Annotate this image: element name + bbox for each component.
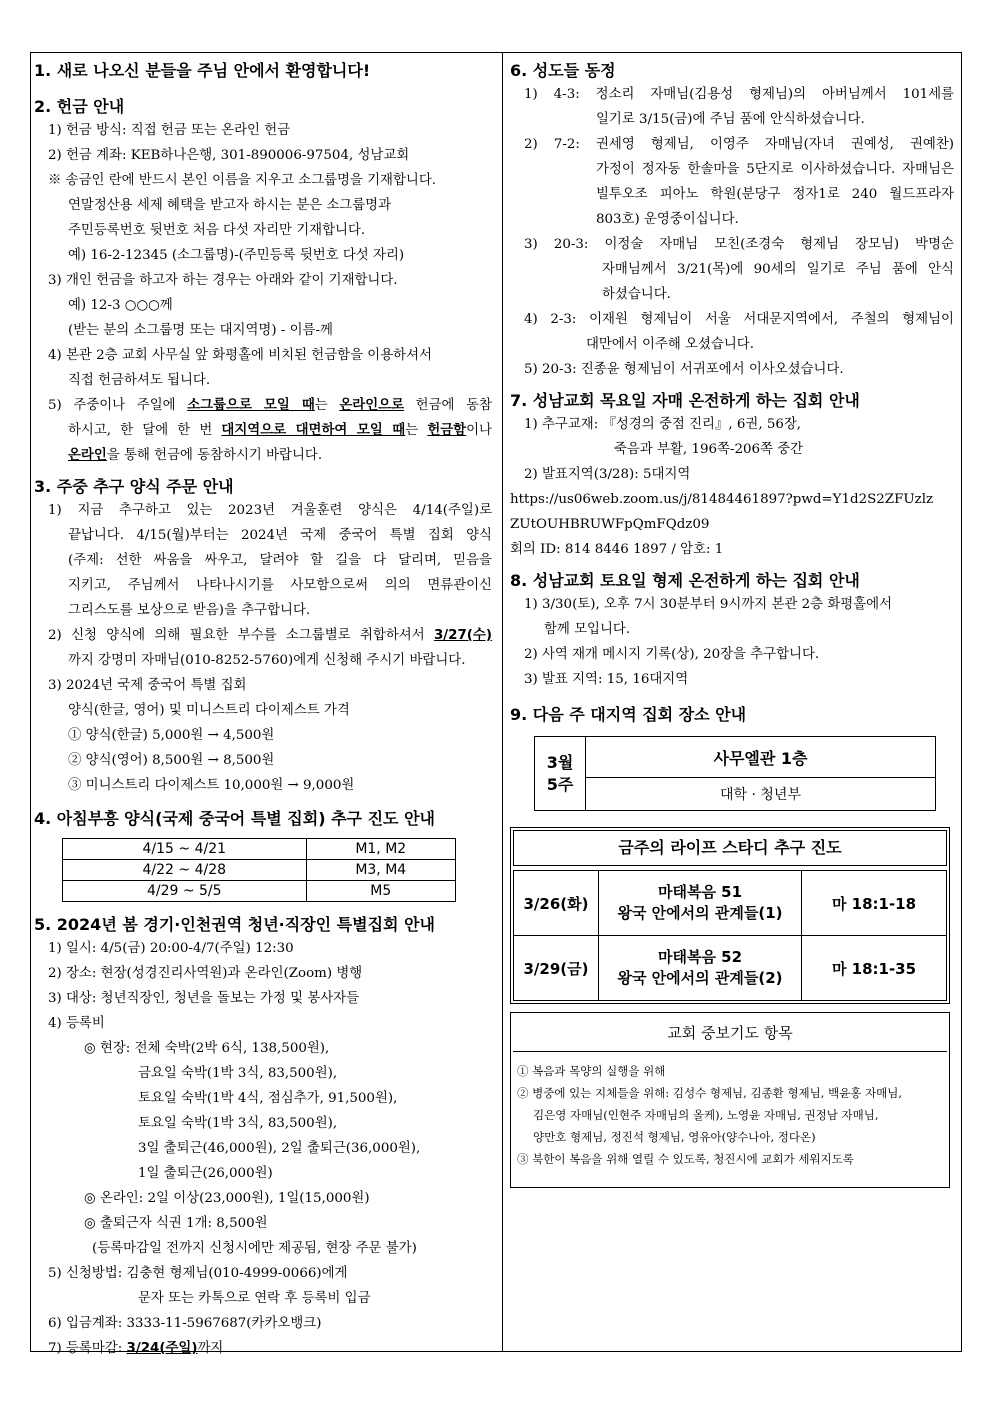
study-date: 3/26(화) xyxy=(514,871,599,936)
news-line: 가정이 정자동 한솔마을 5단지로 이사하셨습니다. 자매님은 xyxy=(596,162,954,177)
order-line: 끝납니다. 4/15(월)부터는 2024년 국제 중국어 특별 집회 양식 xyxy=(68,528,492,543)
life-study-table xyxy=(513,870,947,1001)
section-9 xyxy=(510,704,954,811)
study-book: 마태복음 51 xyxy=(657,883,743,901)
offering-online-note: 5) 주중이나 주일에 소그룹으로 모일 때는 온라인으로 헌금에 동참 xyxy=(48,398,492,413)
section-1-title: 1. 새로 나오신 분들을 주님 안에서 환영합니다! xyxy=(34,61,371,80)
order-deadline: 2) 신청 양식에 의해 필요한 부수를 소그룹별로 취합하셔서 3/27(수) xyxy=(48,628,492,643)
section-5-title: 5. 2024년 봄 경기·인천권역 청년·직장인 특별집회 안내 xyxy=(34,915,435,934)
prayer-title: 교회 중보기도 항목 xyxy=(513,1015,947,1052)
section-9-title: 9. 다음 주 대지역 집회 장소 안내 xyxy=(510,705,747,724)
order-line: 그리스도를 보상으로 받음)을 추구합니다. xyxy=(68,603,311,618)
news-line: 803호) 운영중이십니다. xyxy=(596,212,739,227)
price-item: ③ 미니스트리 다이제스트 10,000원 → 9,000원 xyxy=(68,778,355,793)
fee-line: ◎ 현장: 전체 숙박(2박 6식, 138,500원), xyxy=(84,1041,330,1056)
table-cell: 4/29 ~ 5/5 xyxy=(63,881,307,902)
week-month: 3월 xyxy=(546,752,574,772)
offering-note-line: 연말정산용 세제 혜택을 받고자 하시는 분은 소그룹명과 xyxy=(68,198,392,213)
personal-offering-format: (받는 분의 소그룹명 또는 대지역명) - 이름-께 xyxy=(68,323,333,338)
section-4 xyxy=(34,808,492,902)
prayer-item: 김은영 자매님(인현주 자매님의 올케), 노영윤 자매님, 권정남 자매님, xyxy=(533,1108,879,1122)
table-cell: M5 xyxy=(306,881,455,902)
life-study-box xyxy=(510,827,950,1004)
table-row xyxy=(535,737,936,778)
conf-apply: 5) 신청방법: 김충현 형제님(010-4999-0066)에게 xyxy=(48,1266,348,1281)
news-line: 1) 4-3: 정소리 자매님(김용성 형제님)의 아버님께서 101세를 xyxy=(524,87,954,102)
section-4-title: 4. 아침부흥 양식(국제 중국어 특별 집회) 추구 진도 안내 xyxy=(34,809,435,828)
right-column xyxy=(510,58,954,1188)
table-cell: 4/15 ~ 4/21 xyxy=(63,839,307,860)
price-heading: 3) 2024년 국제 중국어 특별 집회 xyxy=(48,678,247,693)
fee-line: 토요일 숙박(1박 4식, 점심추가, 91,500원), xyxy=(138,1091,398,1106)
zoom-link[interactable]: https://us06web.zoom.us/j/81484461897?pwd=Y1d2S2ZFUzlz xyxy=(510,492,934,507)
conf-deadline: 7) 등록마감: 3/24(주일)까지 xyxy=(48,1341,224,1356)
offering-note: ※ 송금인 란에 반드시 본인 이름을 지우고 소그룹명을 기재합니다. xyxy=(48,173,437,188)
section-8 xyxy=(510,570,954,692)
news-line: 5) 20-3: 진종윤 형제님이 서귀포에서 이사오셨습니다. xyxy=(524,362,844,377)
conf-account: 6) 입금계좌: 3333-11-5967687(카카오뱅크) xyxy=(48,1316,322,1331)
offering-box: 4) 본관 2층 교회 사무실 앞 화평홀에 비치된 헌금함을 이용하셔서 xyxy=(48,348,432,363)
left-column xyxy=(34,58,492,1361)
prayer-item: 양만호 형제님, 정진석 형제님, 영유아(양수나아, 정다온) xyxy=(533,1130,816,1144)
table-cell: 4/22 ~ 4/28 xyxy=(63,860,307,881)
table-cell: M3, M4 xyxy=(306,860,455,881)
study-title-cell xyxy=(599,936,802,1001)
zoom-link[interactable]: ZUtOUHBRUWFpQmFQdz09 xyxy=(510,517,710,532)
prayer-item: ① 복음과 목양의 실행을 위해 xyxy=(517,1064,666,1078)
fee-line: (등록마감일 전까지 신청시에만 제공됨, 현장 주문 불가) xyxy=(92,1241,417,1256)
section-1 xyxy=(34,60,492,82)
offering-method: 1) 헌금 방식: 직접 헌금 또는 온라인 헌금 xyxy=(48,123,291,138)
section-5 xyxy=(34,914,492,1361)
personal-offering-example: 예) 12-3 ○○○께 xyxy=(68,298,173,313)
section-3-title: 3. 주중 추구 양식 주문 안내 xyxy=(34,477,234,496)
fee-line: ◎ 출퇴근자 식권 1개: 8,500원 xyxy=(84,1216,268,1231)
news-line: 일기로 3/15(금)에 주님 품에 안식하셨습니다. xyxy=(596,112,865,127)
fee-line: 토요일 숙박(1박 3식, 83,500원), xyxy=(138,1116,338,1131)
table-cell: M1, M2 xyxy=(306,839,455,860)
life-study-title: 금주의 라이프 스타디 추구 진도 xyxy=(513,830,947,866)
section-2-title: 2. 헌금 안내 xyxy=(34,97,125,116)
column-divider xyxy=(502,52,503,1352)
news-line: 4) 2-3: 이재원 형제님이 서울 서대문지역에서, 주철의 형제님이 xyxy=(524,312,954,327)
thursday-line: 죽음과 부활, 196쪽-206쪽 중간 xyxy=(614,442,804,457)
news-line: 대만에서 이주해 오셨습니다. xyxy=(586,337,754,352)
saturday-line: 3) 발표 지역: 15, 16대지역 xyxy=(524,672,689,687)
study-subject: 왕국 안에서의 관계들(1) xyxy=(617,904,783,922)
offering-online-note: 하시고, 한 달에 한 번 대지역으로 대면하여 모일 때는 헌금함이나 xyxy=(68,423,492,438)
news-line: 2) 7-2: 권세영 형제님, 이영주 자매님(자녀 권예성, 권예찬) xyxy=(524,137,954,152)
order-line: (주제: 선한 싸움을 싸우고, 달려야 할 길을 다 달리며, 믿음을 xyxy=(68,553,492,568)
table-row xyxy=(63,860,456,881)
week-cell xyxy=(535,737,586,811)
study-ref: 마 18:1-18 xyxy=(802,871,947,936)
saturday-line: 2) 사역 재개 메시지 기록(상), 20장을 추구합니다. xyxy=(524,647,820,662)
section-7 xyxy=(510,390,954,562)
price-heading: 양식(한글, 영어) 및 미니스트리 다이제스트 가격 xyxy=(68,703,350,718)
conf-target: 3) 대상: 청년직장인, 청년을 돌보는 가정 및 봉사자들 xyxy=(48,991,360,1006)
section-3 xyxy=(34,476,492,798)
order-line: 1) 지금 추구하고 있는 2023년 겨울훈련 양식은 4/14(주일)로 xyxy=(48,503,492,518)
section-6 xyxy=(510,60,954,382)
prayer-item: ② 병중에 있는 지체들을 위해: 김성수 형제님, 김종환 형제님, 백윤홍 자매님, xyxy=(517,1086,903,1100)
prayer-item: ③ 북한이 복음을 위해 열릴 수 있도록, 청진시에 교회가 세워지도록 xyxy=(517,1152,854,1166)
conf-date: 1) 일시: 4/5(금) 20:00-4/7(주일) 12:30 xyxy=(48,941,294,956)
thursday-line: 2) 발표지역(3/28): 5대지역 xyxy=(524,467,691,482)
table-row xyxy=(514,936,947,1001)
meeting-id: 회의 ID: 814 8446 1897 / 암호: 1 xyxy=(510,542,724,557)
fee-line: ◎ 온라인: 2일 이상(23,000원), 1일(15,000원) xyxy=(84,1191,370,1206)
fee-line: 3일 출퇴근(46,000원), 2일 출퇴근(36,000원), xyxy=(138,1141,421,1156)
section-2 xyxy=(34,96,492,468)
study-ref: 마 18:1-35 xyxy=(802,936,947,1001)
group-cell: 대학 · 청년부 xyxy=(720,787,801,803)
conf-place: 2) 장소: 현장(성경진리사역원)과 온라인(Zoom) 병행 xyxy=(48,966,363,981)
offering-note-line: 주민등록번호 뒷번호 처음 다섯 자리만 기재합니다. xyxy=(68,223,366,238)
thursday-line: 1) 추구교재: 『성경의 중점 진리』, 6권, 56장, xyxy=(524,417,802,432)
offering-example: 예) 16-2-12345 (소그룹명)-(주민등록 뒷번호 다섯 자리) xyxy=(68,248,405,263)
study-book: 마태복음 52 xyxy=(657,948,743,966)
study-subject: 왕국 안에서의 관계들(2) xyxy=(617,969,783,987)
prayer-box xyxy=(510,1012,950,1188)
conf-apply-line: 문자 또는 카톡으로 연락 후 등록비 입금 xyxy=(138,1291,371,1306)
section-6-title: 6. 성도들 동정 xyxy=(510,61,616,80)
conf-fee: 4) 등록비 xyxy=(48,1016,105,1031)
table-row xyxy=(514,871,947,936)
study-date: 3/29(금) xyxy=(514,936,599,1001)
section-7-title: 7. 성남교회 목요일 자매 온전하게 하는 집회 안내 xyxy=(510,391,860,410)
news-line: 하셨습니다. xyxy=(602,287,671,302)
news-line: 3) 20-3: 이정술 자매님 모친(조경숙 형제님 장모님) 박명순 xyxy=(524,237,954,252)
saturday-line: 함께 모입니다. xyxy=(544,622,631,637)
news-line: 자매님께서 3/21(목)에 90세의 일기로 주님 품에 안식 xyxy=(602,262,954,277)
progress-table xyxy=(62,838,456,902)
fee-line: 금요일 숙박(1박 3식, 83,500원), xyxy=(138,1066,338,1081)
personal-offering: 3) 개인 헌금을 하고자 하는 경우는 아래와 같이 기재합니다. xyxy=(48,273,398,288)
table-row xyxy=(63,839,456,860)
order-contact: 까지 강명미 자매님(010-8252-5760)에게 신청해 주시기 바랍니다. xyxy=(68,653,466,668)
location-table xyxy=(534,736,936,811)
prayer-list xyxy=(513,1052,947,1170)
saturday-line: 1) 3/30(토), 오후 7시 30분부터 9시까지 본관 2층 화평홀에서 xyxy=(524,597,893,612)
week-number: 5주 xyxy=(546,774,574,794)
table-row xyxy=(63,881,456,902)
place-cell: 사무엘관 1층 xyxy=(586,737,936,778)
offering-online-note: 온라인을 통해 헌금에 동참하시기 바랍니다. xyxy=(68,448,323,463)
price-item: ① 양식(한글) 5,000원 → 4,500원 xyxy=(68,728,275,743)
offering-box-line: 직접 헌금하셔도 됩니다. xyxy=(68,373,211,388)
order-line: 지키고, 주님께서 나타나시기를 사모함으로써 의의 면류관이신 xyxy=(68,578,492,593)
study-title-cell xyxy=(599,871,802,936)
offering-account: 2) 헌금 계좌: KEB하나은행, 301-890006-97504, 성남교회 xyxy=(48,148,410,163)
price-item: ② 양식(영어) 8,500원 → 8,500원 xyxy=(68,753,275,768)
news-line: 빌투오조 피아노 학원(분당구 정자1로 240 월드프라자 xyxy=(596,187,954,202)
section-8-title: 8. 성남교회 토요일 형제 온전하게 하는 집회 안내 xyxy=(510,571,860,590)
fee-line: 1일 출퇴근(26,000원) xyxy=(138,1166,273,1181)
table-row xyxy=(535,778,936,811)
